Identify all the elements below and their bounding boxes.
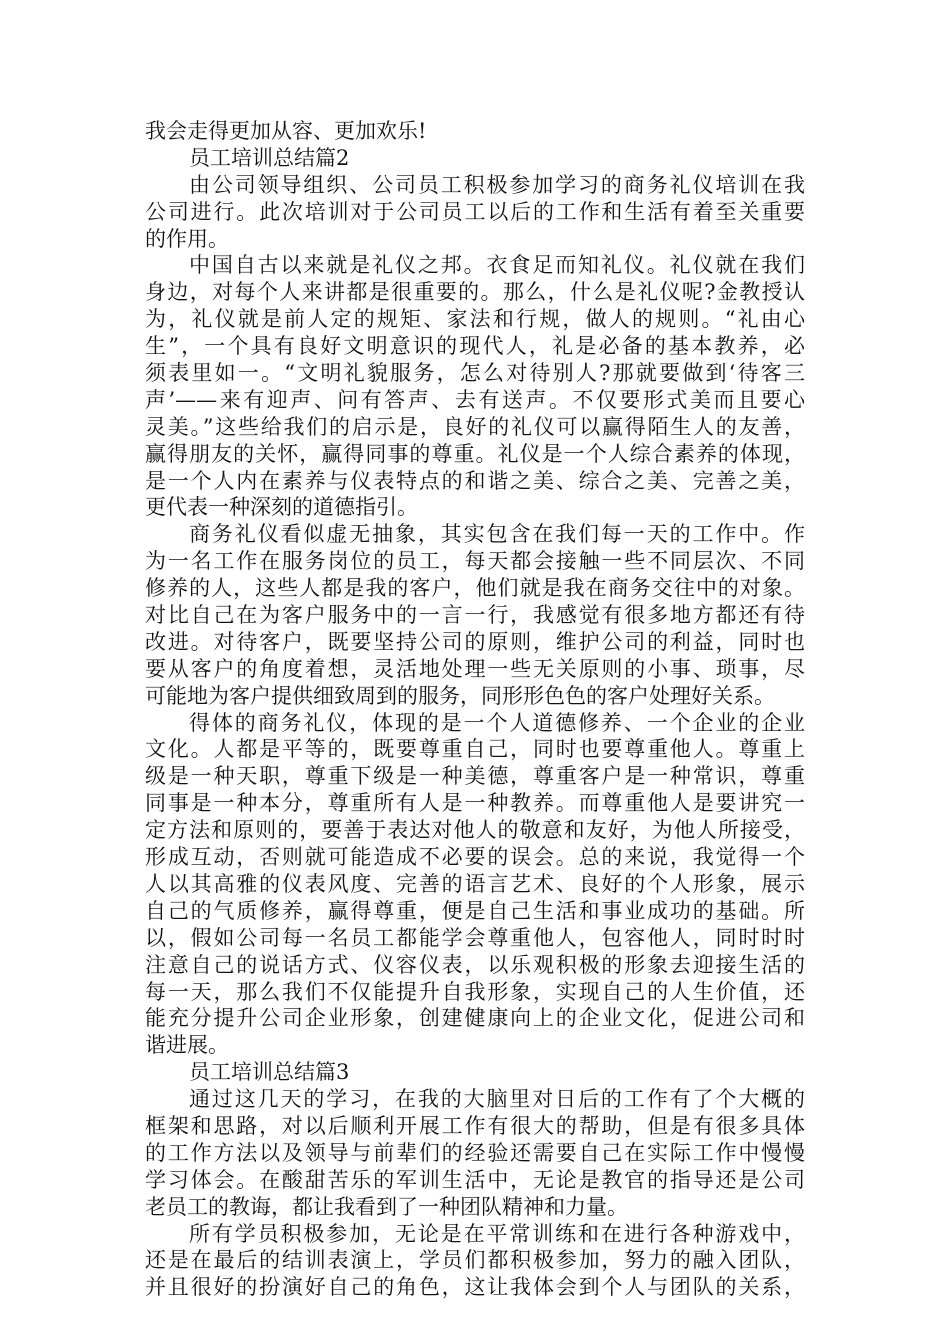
- text-line: 商务礼仪看似虚无抽象，其实包含在我们每一天的工作中。作: [189, 522, 805, 547]
- text-line: 为，礼仪就是前人定的规矩、家法和行规，做人的规则。“礼由心: [145, 307, 805, 332]
- text-line: 形成互动，否则就可能造成不必要的误会。总的来说，我觉得一个: [145, 845, 805, 870]
- text-line: 我会走得更加从容、更加欢乐!: [145, 119, 427, 143]
- text-line: 定方法和原则的，要善于表达对他人的敬意和友好，为他人所接受，: [145, 818, 805, 843]
- text-line: 的作用。: [145, 226, 229, 251]
- text-line: 能充分提升公司企业形象，创建健康向上的企业文化，促进公司和: [145, 1006, 805, 1031]
- text-line: 的工作方法以及领导与前辈们的经验还需要自己在实际工作中慢慢: [145, 1140, 805, 1165]
- text-line: 每一天，那么我们不仅能提升自我形象，实现自己的人生价值，还: [145, 979, 805, 1004]
- text-line: 改进。对待客户，既要坚持公司的原则，维护公司的利益，同时也: [145, 629, 805, 654]
- text-line: 文化。人都是平等的，既要尊重自己，同时也要尊重他人。尊重上: [145, 737, 805, 762]
- text-line: 公司进行。此次培训对于公司员工以后的工作和生活有着至关重要: [145, 199, 805, 224]
- text-line: 对比自己在为客户服务中的一言一行，我感觉有很多地方都还有待: [145, 603, 805, 628]
- text-line: 须表里如一。“文明礼貌服务，怎么对待别人?那就要做到‘待客三: [145, 361, 805, 386]
- text-line: 员工培训总结篇3: [189, 1060, 350, 1085]
- text-line: 人以其高雅的仪表风度、完善的语言艺术、良好的个人形象，展示: [145, 871, 805, 896]
- text-line: 以，假如公司每一名员工都能学会尊重他人，包容他人，同时时时: [145, 925, 805, 950]
- text-line: 更代表一种深刻的道德指引。: [145, 495, 418, 520]
- text-line: 同事是一种本分，尊重所有人是一种教养。而尊重他人是要讲究一: [145, 791, 805, 816]
- text-line: 声’——来有迎声、问有答声、去有送声。不仅要形式美而且要心: [145, 387, 805, 412]
- text-line: 注意自己的说话方式、仪容仪表，以乐观积极的形象去迎接生活的: [145, 952, 805, 977]
- text-line: 为一名工作在服务岗位的员工，每天都会接触一些不同层次、不同: [145, 549, 805, 574]
- text-line: 老员工的教诲，都让我看到了一种团队精神和力量。: [145, 1194, 628, 1219]
- text-line: 赢得朋友的关怀，赢得同事的尊重。礼仪是一个人综合素养的体现，: [145, 441, 805, 466]
- text-line: 谐进展。: [145, 1033, 229, 1058]
- text-line: 还是在最后的结训表演上，学员们都积极参加，努力的融入团队，: [145, 1248, 805, 1273]
- text-line: 员工培训总结篇2: [189, 145, 350, 170]
- text-line: 要从客户的角度着想，灵活地处理一些无关原则的小事、琐事，尽: [145, 656, 805, 681]
- text-line: 自己的气质修养，赢得尊重，便是自己生活和事业成功的基础。所: [145, 898, 805, 923]
- text-line: 灵美。”这些给我们的启示是，良好的礼仪可以赢得陌生人的友善，: [145, 414, 805, 439]
- text-line: 由公司领导组织、公司员工积极参加学习的商务礼仪培训在我: [189, 172, 805, 197]
- text-line: 并且很好的扮演好自己的角色，这让我体会到个人与团队的关系，: [145, 1275, 805, 1300]
- text-line: 修养的人，这些人都是我的客户，他们就是我在商务交往中的对象。: [145, 576, 805, 601]
- text-line: 学习体会。在酸甜苦乐的军训生活中，无论是教官的指导还是公司: [145, 1167, 805, 1192]
- document-body: [145, 118, 805, 1301]
- text-line: 身边，对每个人来讲都是很重要的。那么，什么是礼仪呢?金教授认: [145, 280, 805, 305]
- text-line: 生”，一个具有良好文明意识的现代人，礼是必备的基本教养，必: [145, 334, 805, 359]
- text-line: 级是一种天职，尊重下级是一种美德，尊重客户是一种常识，尊重: [145, 764, 805, 789]
- text-line: 所有学员积极参加，无论是在平常训练和在进行各种游戏中，: [189, 1221, 805, 1246]
- text-line: 中国自古以来就是礼仪之邦。衣食足而知礼仪。礼仪就在我们: [189, 253, 805, 278]
- text-line: 是一个人内在素养与仪表特点的和谐之美、综合之美、完善之美，: [145, 468, 805, 493]
- text-line: 得体的商务礼仪，体现的是一个人道德修养、一个企业的企业: [189, 710, 805, 735]
- text-line: 可能地为客户提供细致周到的服务，同形形色色的客户处理好关系。: [145, 683, 775, 708]
- text-line: 框架和思路，对以后顺利开展工作有很大的帮助，但是有很多具体: [145, 1113, 805, 1138]
- text-line: 通过这几天的学习，在我的大脑里对日后的工作有了个大概的: [189, 1087, 805, 1112]
